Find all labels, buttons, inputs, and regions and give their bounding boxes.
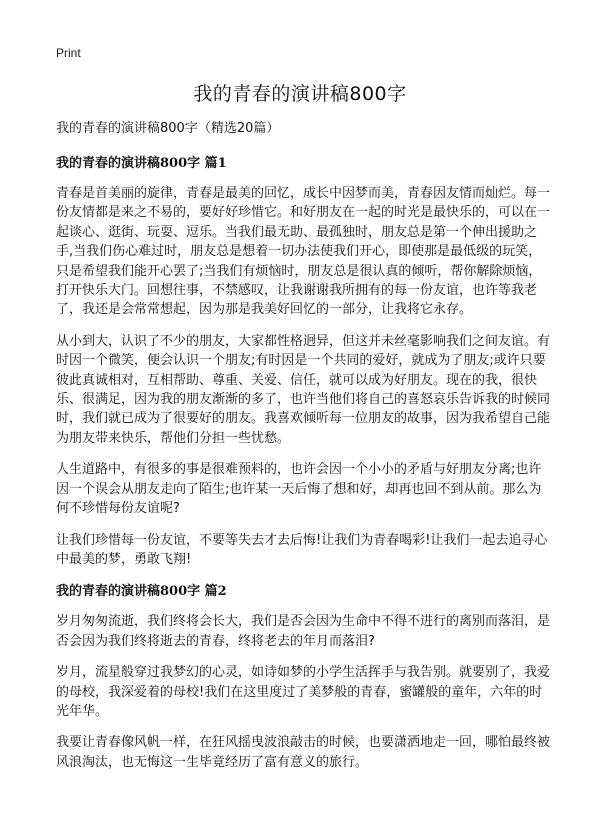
paragraph: 人生道路中，有很多的事是很难预料的，也许会因一个小小的矛盾与好朋友分离;也许因一个误会从朋友走向了陌生;也许某一天后悔了想和好，却再也回不到从前。那么为何不珍惜每份友谊呢?	[56, 462, 542, 517]
section-heading: 我的青春的演讲稿800字 篇1	[56, 156, 227, 171]
essay-section-2	[56, 583, 552, 772]
paragraph: 我要让青春像风帆一样，在狂风摇曳波浪敲击的时候，也要潇洒地走一回，哪怕最终被风浪淘汰，也无悔这一生毕竟经历了富有意义的旅行。	[56, 735, 551, 770]
document-title: 我的青春的演讲稿800字	[193, 83, 407, 105]
document-subtitle: 我的青春的演讲稿800字（精选20篇）	[56, 121, 280, 136]
paragraph: 从小到大，认识了不少的朋友，大家都性格迥异，但这并未丝毫影响我们之间友谊。有时因一个微笑，便会认识一个朋友;有时因是一个共同的爱好，就成为了朋友;或许只要彼此真诚相对，互相帮助、尊重、关爱、信任，就可以成为好朋友。现在的我，很快乐、很满足，因为我的朋友渐渐的多了，也许当他们将自己的喜怒哀乐告诉我的时候同时，我们就已成为了很要好的朋友。我喜欢倾听每一位朋友的故事，因为我希望自己能为朋友带来快乐，帮他们分担一些忧愁。	[56, 333, 551, 446]
paragraph: 青春是首美丽的旋律，青春是最美的回忆，成长中因梦而美，青春因友情而灿烂。每一份友情都是来之不易的，要好好珍惜它。和好朋友在一起的时光是最快乐的，可以在一起谈心、逛街、玩耍、逗乐。当我们最无助、最孤独时，朋友总是第一个伸出援助之手,当我们伤心难过时，朋友总是想着一切办法使我们开心，即使那是最低级的玩笑，只是希望我们能开心罢了;当我们有烦恼时，朋友总是很认真的倾听，帮你解除烦恼，打开快乐大门。回想往事，不禁感叹，让我谢谢我所拥有的每一份友谊，也许等我老了，我还是会常常想起，因为那是我美好回忆的一部分，让我将它永存。	[56, 186, 551, 318]
document-body	[56, 120, 552, 784]
paragraph: 让我们珍惜每一份友谊，不要等失去才去后悔!让我们为青春喝彩!让我们一起去追寻心中最美的梦，勇敢飞翔!	[56, 532, 548, 567]
print-link[interactable]: Print	[56, 46, 81, 60]
section-heading: 我的青春的演讲稿800字 篇2	[56, 584, 227, 600]
paragraph: 岁月匆匆流逝，我们终将会长大，我们是否会因为生命中不得不进行的离别而落泪，是否会因为我们终将逝去的青春，终将老去的年月而落泪?	[56, 614, 551, 649]
essay-section-1	[56, 155, 552, 569]
paragraph: 岁月，流星般穿过我梦幻的心灵，如诗如梦的小学生活挥手与我告别。就要别了，我爱的母校，我深爱着的母校!我们在这里度过了美梦般的青春，蜜罐般的童年，六年的时光年华。	[56, 665, 551, 719]
